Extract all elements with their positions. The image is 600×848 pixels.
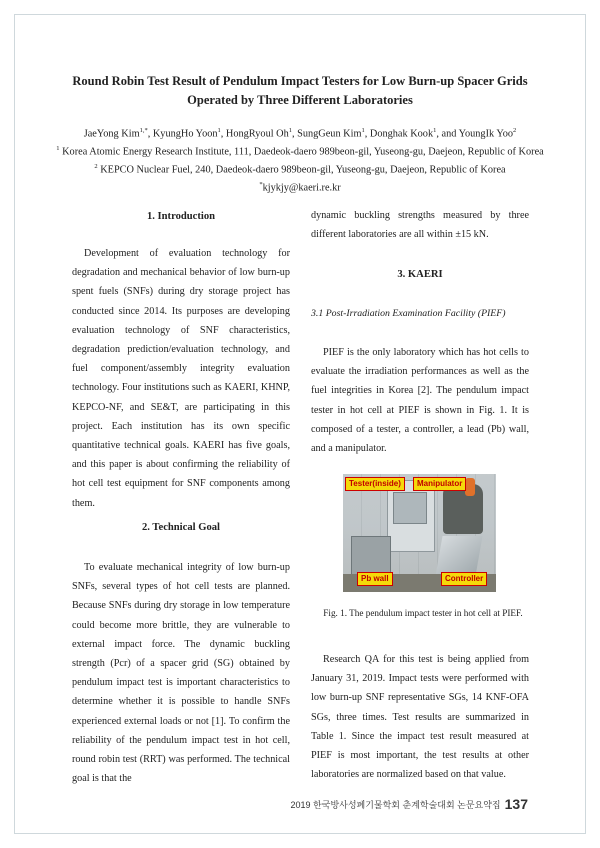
section-1-heading: 1. Introduction: [146, 211, 216, 222]
label-manipulator: Manipulator: [413, 477, 466, 491]
section-2-heading: 2. Technical Goal: [142, 522, 220, 533]
contact-email: *kjykjy@kaeri.re.kr: [259, 180, 341, 194]
label-controller: Controller: [441, 572, 487, 586]
section-3-1-paragraph-2: Research QA for this test is being applied from January 31, 2019. Impact tests were performed with low burn-up SNF representative SGs, 14 KNF-OFA SGs, three times. Test results are summarized in Table 1. Since the impact test result measured at PIEF is most important, the test results at other laboratories are normalized based on that value.: [311, 654, 529, 781]
section-3-heading: 3. KAERI: [397, 269, 443, 280]
section-3-1-paragraph: PIEF is the only laboratory which has hot cells to evaluate the irradiation performances as well as the fuel integrities in Korea [2]. The pendulum impact tester in hot cell at PIEF is shown in Fig. 1. It is composed of a tester, a controller, a lead (Pb) wall, and a manipulator.: [311, 347, 529, 455]
section-3-1-heading: 3.1 Post-Irradiation Examination Facility (PIEF): [311, 308, 506, 319]
manipulator-arm: [443, 484, 483, 534]
affiliation-1: $^1$ Korea Atomic Energy Research Institute, 111, Daedeok-daero 989beon-gil, Yuseong-gu, Daejeon, Republic of Korea: [56, 144, 544, 158]
author-affil-mark: 2: [513, 127, 517, 134]
author-name: JaeYong Kim: [83, 128, 140, 140]
author-list: [40, 124, 560, 142]
controller-panel: [435, 536, 482, 576]
label-tester: Tester(inside): [345, 477, 405, 491]
page-footer: [291, 796, 528, 812]
author-name: , KyungHo Yoon: [147, 128, 218, 140]
section-1-paragraph: Development of evaluation technology for degradation and mechanical behavior of low burn-up spent fuels (SNFs) during dry storage project has conducted since 2014. Its purposes are developing evaluation technology of SNF characteristics, degradation prediction/evaluation technology, and fuel component/assembly integrity evaluation technology. Four institutions such as KAERI, KHNP, KEPCO-NF, and SE&T, are participating in this project. Each institution has its own specific quantitative technical goals. KAERI has five goals, and this paper is about confirming the reliability of hot cell test equipment for SNF components among them.: [72, 248, 290, 509]
affiliation-2: $^2$ KEPCO Nuclear Fuel, 240, Daedeok-daero 989beon-gil, Yuseong-gu, Daejeon, Republic of Korea: [94, 162, 506, 176]
section-2-paragraph: To evaluate mechanical integrity of low burn-up SNFs, several types of hot cell tests are planned. Because SNFs during dry storage in low temperature could become more brittle, they are vulnerable to external impact force. The dynamic buckling strength (Pcr) of a spacer grid (SG) obtained by pendulum impact test is important characteristics to determine whether it is possible to handle SNFs experienced external loads or not [1]. To confirm the reliability of the pendulum impact test in hot cell, round robin test (RRT) was performed. The technical goal is that the: [72, 562, 290, 785]
author-name: , Donghak Kook: [364, 128, 434, 140]
author-affil-mark: 1: [217, 127, 221, 134]
section-2-paragraph-continued: dynamic buckling strengths measured by three different laboratories are all within ±15 kN.: [311, 210, 529, 241]
tester-window: [393, 492, 427, 524]
author-affil-mark: 1: [361, 127, 365, 134]
paper-title: [40, 72, 560, 110]
author-affil-mark: 1: [288, 127, 292, 134]
author-affil-mark: 1,*: [139, 127, 148, 134]
figure-1-caption: Fig. 1. The pendulum impact tester in hot cell at PIEF.: [323, 608, 523, 618]
manipulator-joint: [465, 478, 475, 496]
label-pb-wall: Pb wall: [357, 572, 393, 586]
author-name: , and YoungIk Yoo: [436, 128, 514, 140]
figure-1-photo: [343, 474, 496, 592]
author-name: , SungGeun Kim: [291, 128, 362, 140]
author-name: , HongRyoul Oh: [220, 128, 289, 140]
title-line-2: Operated by Three Different Laboratories: [187, 93, 413, 107]
page-number: 137: [504, 796, 528, 812]
title-line-1: Round Robin Test Result of Pendulum Impact Testers for Low Burn-up Spacer Grids: [72, 74, 528, 88]
footer-proceedings: 2019 한국방사성폐기물학회 춘계학술대회 논문요약집: [290, 800, 501, 810]
author-affil-mark: 1: [433, 127, 437, 134]
author-block: [40, 124, 560, 196]
